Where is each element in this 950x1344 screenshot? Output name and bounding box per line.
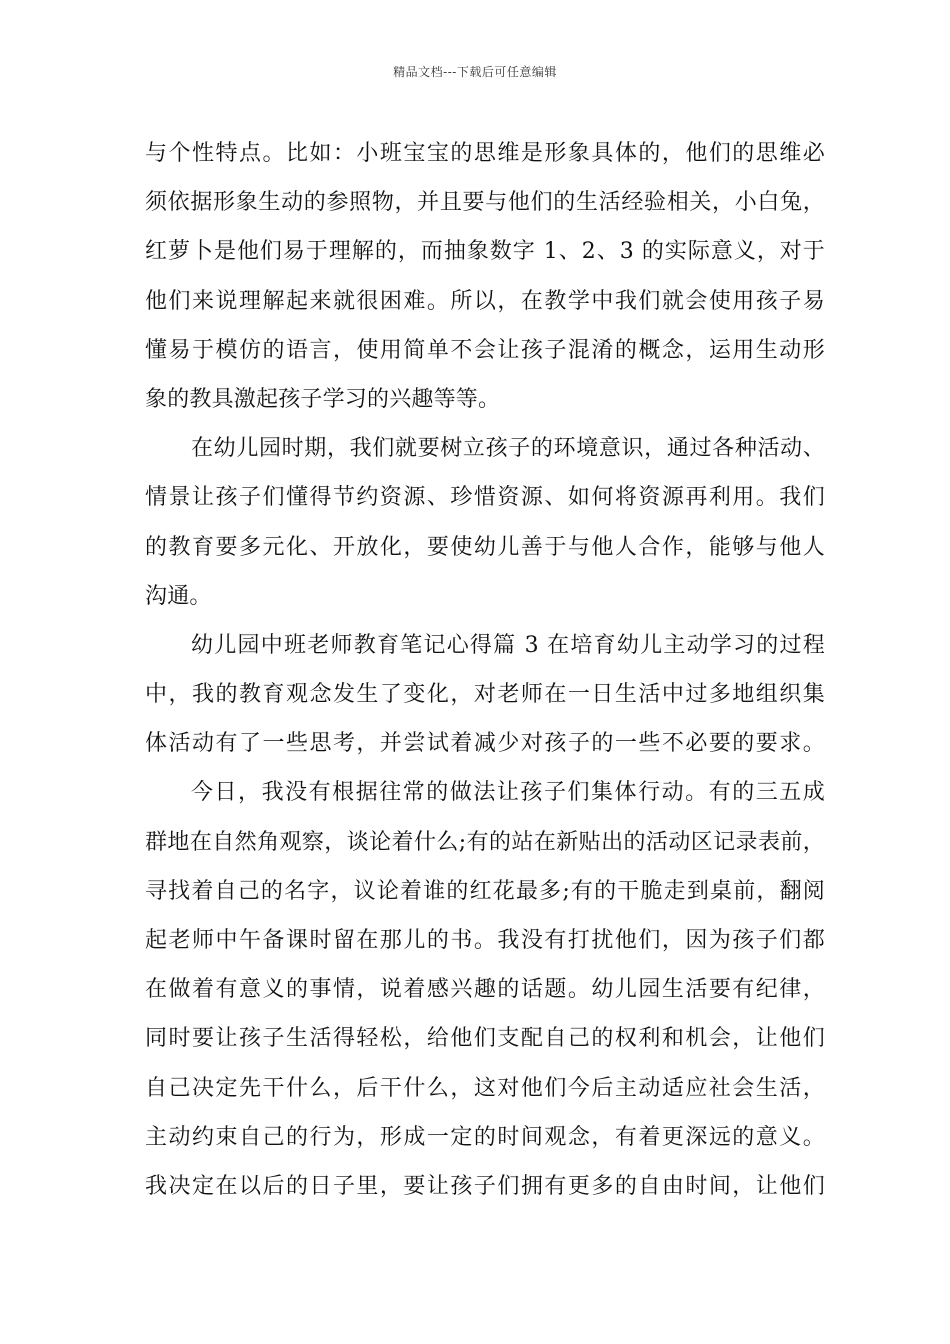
text-line: 沟通。 xyxy=(145,583,212,609)
text-line: 幼儿园中班老师教育笔记心得篇 3 在培育幼儿主动学习的过程 xyxy=(191,632,825,658)
text-line: 我决定在以后的日子里，要让孩子们拥有更多的自由时间，让他们 xyxy=(145,1173,825,1199)
text-line: 起老师中午备课时留在那儿的书。我没有打扰他们，因为孩子们都 xyxy=(145,928,825,953)
text-line: 在幼儿园时期，我们就要树立孩子的环境意识，通过各种活动、 xyxy=(191,436,825,462)
text-line: 懂易于模仿的语言，使用简单不会让孩子混淆的概念，运用生动形 xyxy=(145,337,825,363)
text-line: 与个性特点。比如：小班宝宝的思维是形象具体的，他们的思维必 xyxy=(145,141,825,166)
document-body xyxy=(145,129,825,1211)
text-line: 在做着有意义的事情，说着感兴趣的话题。幼儿园生活要有纪律， xyxy=(145,977,825,1003)
text-line: 主动约束自己的行为，形成一定的时间观念，有着更深远的意义。 xyxy=(145,1124,825,1150)
text-line: 同时要让孩子生活得轻松，给他们支配自己的权利和机会，让他们 xyxy=(145,1026,825,1052)
text-line: 群地在自然角观察，谈论着什么;有的站在新贴出的活动区记录表前， xyxy=(145,829,825,855)
text-line: 自己决定先干什么，后干什么，这对他们今后主动适应社会生活， xyxy=(145,1075,825,1101)
text-line: 今日，我没有根据往常的做法让孩子们集体行动。有的三五成 xyxy=(191,780,825,806)
text-line: 须依据形象生动的参照物，并且要与他们的生活经验相关，小白兔， xyxy=(145,190,825,216)
page-header: 精品文档---下载后可任意编辑 xyxy=(393,65,557,79)
text-line: 寻找着自己的名字，议论着谁的红花最多;有的干脆走到桌前，翻阅 xyxy=(145,878,825,904)
text-line: 中，我的教育观念发生了变化，对老师在一日生活中过多地组织集 xyxy=(145,682,825,708)
text-line: 体活动有了一些思考，并尝试着减少对孩子的一些不必要的要求。 xyxy=(145,731,825,757)
text-line: 象的教具激起孩子学习的兴趣等等。 xyxy=(145,386,501,412)
text-line: 红萝卜是他们易于理解的，而抽象数字 1、2、3 的实际意义，对于 xyxy=(145,239,825,265)
text-line: 情景让孩子们懂得节约资源、珍惜资源、如何将资源再利用。我们 xyxy=(145,485,825,511)
text-line: 他们来说理解起来就很困难。所以，在教学中我们就会使用孩子易 xyxy=(145,288,825,314)
text-line: 的教育要多元化、开放化，要使幼儿善于与他人合作，能够与他人 xyxy=(145,534,825,560)
